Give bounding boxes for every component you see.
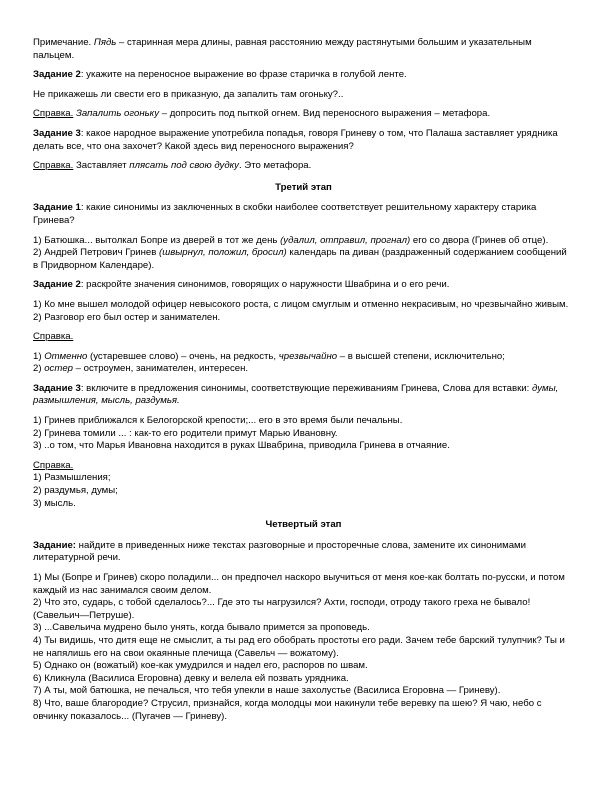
item-text: 1) Батюшка... вытолкал Бопре из дверей в тот же день bbox=[33, 234, 278, 246]
reference-term: Запалить огоньку bbox=[75, 108, 160, 120]
reference-label: Справка. bbox=[33, 108, 74, 120]
item-text: (устаревшее слово) – очень, на редкость, bbox=[90, 350, 277, 362]
list-item: 1) Размышления; bbox=[33, 472, 111, 484]
list-item bbox=[33, 363, 574, 376]
task-label: Задание 2 bbox=[33, 279, 81, 291]
section-heading: Третий этап bbox=[275, 181, 332, 193]
note-term: Пядь bbox=[93, 37, 117, 48]
item-text: – остроумен, занимателен, интересен. bbox=[75, 363, 249, 375]
synonyms: (швырнул, положил, бросил) bbox=[159, 247, 287, 259]
reference-paragraph bbox=[33, 160, 574, 173]
reference-label-line bbox=[33, 460, 574, 473]
reference-term: плясать под свою дудку bbox=[129, 160, 239, 172]
item-number: 2) bbox=[33, 363, 42, 375]
reference-text: Заставляет bbox=[75, 160, 127, 172]
reference-term: остер bbox=[44, 363, 73, 375]
task-paragraph bbox=[33, 540, 574, 565]
list-item: 5) Однако он (вожатый) кое-как умудрился и надел его, распоров по швам. bbox=[33, 660, 368, 672]
item-number: 1) bbox=[33, 350, 42, 362]
task-paragraph bbox=[33, 128, 574, 153]
task-paragraph bbox=[33, 69, 574, 82]
list-item: 1) Мы (Бопре и Гринев) скоро поладили... он предпочел наскоро выучиться от меня кое-как болтать по-русски, и потом каждый из нас занимался своим делом. bbox=[33, 572, 565, 596]
item-text: – в высшей степени, исключительно; bbox=[339, 350, 505, 362]
list-item bbox=[33, 351, 574, 364]
task-label: Задание 2 bbox=[33, 69, 81, 81]
item-text: календарь па диван (раздраженный содержанием сообщений в Придворном Календаре). bbox=[33, 247, 567, 271]
list-item: 2) Разговор его был остер и занимателен. bbox=[33, 311, 221, 323]
list-item: 3) ..о том, что Марья Ивановна находится в руках Швабрина, приводила Гринева в отчаяние. bbox=[33, 440, 450, 452]
note-label: Примечание. bbox=[33, 37, 92, 48]
reference-label: Справка. bbox=[33, 331, 74, 343]
task-text: : раскройте значения синонимов, говорящих о наружности Швабрина и о его речи. bbox=[80, 279, 450, 291]
list-item bbox=[33, 247, 574, 272]
reference-paragraph bbox=[33, 108, 574, 121]
reference-text: . Это метафора. bbox=[238, 160, 312, 172]
task-text: найдите в приведенных ниже текстах разговорные и просторечные слова, замените их синонимами литературной речи. bbox=[33, 539, 526, 564]
list-item: 3) мысль. bbox=[33, 497, 76, 509]
task-paragraph bbox=[33, 202, 574, 227]
task-text: : какое народное выражение употребила попадья, говоря Гриневу о том, что Палаша заставляет урядника делать все, что она захочет? Какой здесь вид переносного выражения? bbox=[33, 127, 558, 152]
list-item: 2) Гринева томили ... : как-то его родители примут Марью Ивановну. bbox=[33, 427, 338, 439]
item-text: 2) Андрей Петрович Гринев bbox=[33, 247, 157, 259]
reference-label-line bbox=[33, 331, 574, 344]
list-item: 8) Что, ваше благородие? Струсил, признайся, когда молодцы мои накинули тебе веревку па шею? Я чаю, небо с овчинку показалось... (Пугачев — Гриневу). bbox=[33, 697, 542, 722]
reference-term: чрезвычайно bbox=[278, 350, 338, 362]
insert-words: думы, размышления, мысль, раздумья. bbox=[33, 382, 559, 407]
reference-label: Справка. bbox=[33, 160, 74, 172]
task-text: : укажите на переносное выражение во фразе старичка в голубой ленте. bbox=[80, 69, 407, 81]
reference-label: Справка. bbox=[33, 459, 74, 471]
reference-text: – допросить под пыткой огнем. Вид переносного выражения – метафора. bbox=[161, 108, 491, 120]
list-item: 2) раздумья, думы; bbox=[33, 485, 118, 497]
synonyms: (удалил, отправил, прогнал) bbox=[280, 234, 411, 246]
reference-term: Отменно bbox=[44, 350, 88, 362]
item-text: его со двора (Гринев об отце). bbox=[412, 234, 549, 246]
task-label: Задание: bbox=[33, 539, 76, 551]
task-label: Задание 1 bbox=[33, 202, 81, 214]
task-paragraph bbox=[33, 383, 574, 408]
task-label: Задание 3 bbox=[33, 382, 81, 394]
task-label: Задание 3 bbox=[33, 127, 81, 139]
note-paragraph bbox=[33, 37, 574, 62]
task-paragraph bbox=[33, 279, 574, 292]
list-item: 1) Гринев приближался к Белогорской крепости;... его в это время были печальны. bbox=[33, 415, 403, 427]
list-item: 6) Кликнула (Василиса Егоровна) девку и велела ей позвать урядника. bbox=[33, 672, 349, 684]
task-text: : какие синонимы из заключенных в скобки наиболее соответствует решительному характеру старика Гринева? bbox=[33, 202, 537, 226]
list-item: 4) Ты видишь, что дитя еще не смыслит, а ты рад его обобрать простоты его ради. Зачем тебе барский тулупчик? Ты и не напялишь его на свои окаянные плечища (Савельч — вожатому). bbox=[33, 634, 565, 659]
list-item: 1) Ко мне вышел молодой офицер невысокого роста, с лицом смуглым и отменно некрасивым, но чрезвычайно живым. bbox=[33, 298, 569, 310]
list-item: 2) Что это, сударь, с тобой сделалось?... Где это ты нагрузился? Ахти, господи, отроду такого греха не бывало! (Савельич—Петруше). bbox=[33, 597, 531, 621]
list-item bbox=[33, 235, 574, 248]
quote-paragraph: Не прикажешь ли свести его в приказную, да запалить там огоньку?.. bbox=[33, 88, 344, 100]
task-text: : включите в предложения синонимы, соответствующие переживаниям Гринева, Слова для вставки: bbox=[80, 382, 530, 394]
section-heading: Четвертый этап bbox=[265, 519, 342, 531]
note-text: – старинная мера длины, равная расстоянию между растянутыми большим и указательным пальцем. bbox=[33, 37, 532, 61]
list-item: 7) А ты, мой батюшка, не печалься, что тебя упекли в наше захолустье (Василиса Егоровна — Гриневу). bbox=[33, 685, 501, 697]
list-item: 3) ...Савельича мудрено было унять, когда бывало примется за проповедь. bbox=[33, 622, 370, 634]
